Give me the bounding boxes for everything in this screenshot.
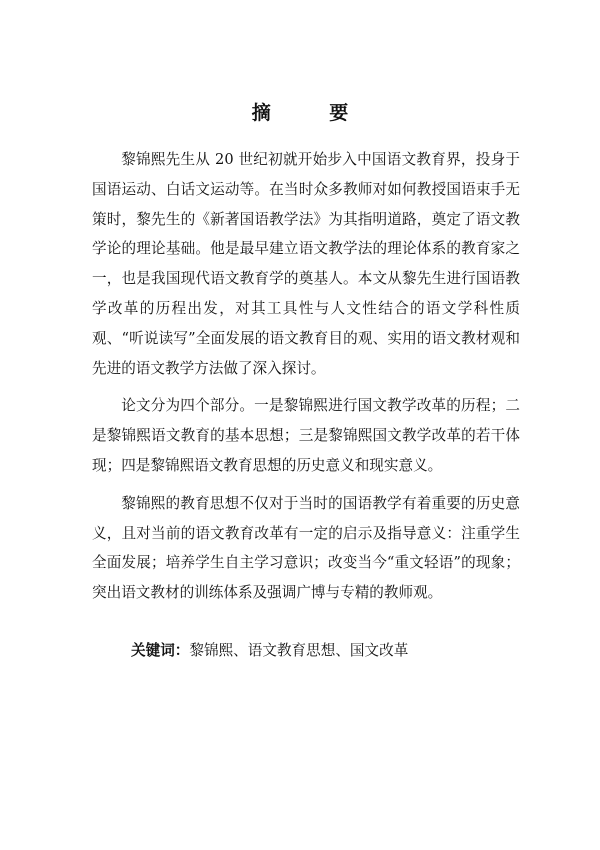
abstract-body: [92, 145, 520, 616]
keywords-line: [131, 636, 408, 665]
keywords-value: 黎锦熙、语文教育思想、国文改革: [189, 642, 409, 659]
page-title: 摘 要: [251, 102, 375, 124]
paragraph-2: 论文分为四个部分。一是黎锦熙进行国文教学改革的历程；二是黎锦熙语文教育的基本思想；三是黎锦熙国文教学改革的若干体现；四是黎锦熙语文教育思想的历史意义和现实意义。: [92, 397, 520, 474]
paragraph-3: 黎锦熙的教育思想不仅对于当时的国语教学有着重要的历史意义，且对当前的语文教育改革有一定的启示及指导意义：注重学生全面发展；培养学生自主学习意识；改变当今“重文轻语”的现象；突出语文教材的训练体系及强调广博与专精的教师观。: [92, 494, 520, 602]
keywords-label: 关键词：: [131, 642, 190, 659]
paragraph-1: 黎锦熙先生从 20 世纪初就开始步入中国语文教育界，投身于国语运动、白话文运动等。在当时众多教师对如何教授国语束手无策时，黎先生的《新著国语教学法》为其指明道路，奠定了语文教学论的理论基础。他是最早建立语文教学法的理论体系的教育家之一，也是我国现代语文教育学的奠基人。本文从黎先生进行国语教学改革的历程出发，对其工具性与人文性结合的语文学科性质观、“听说读写”全面发展的语文教育目的观、实用的语文教材观和先进的语文教学方法做了深入探讨。: [92, 151, 520, 377]
